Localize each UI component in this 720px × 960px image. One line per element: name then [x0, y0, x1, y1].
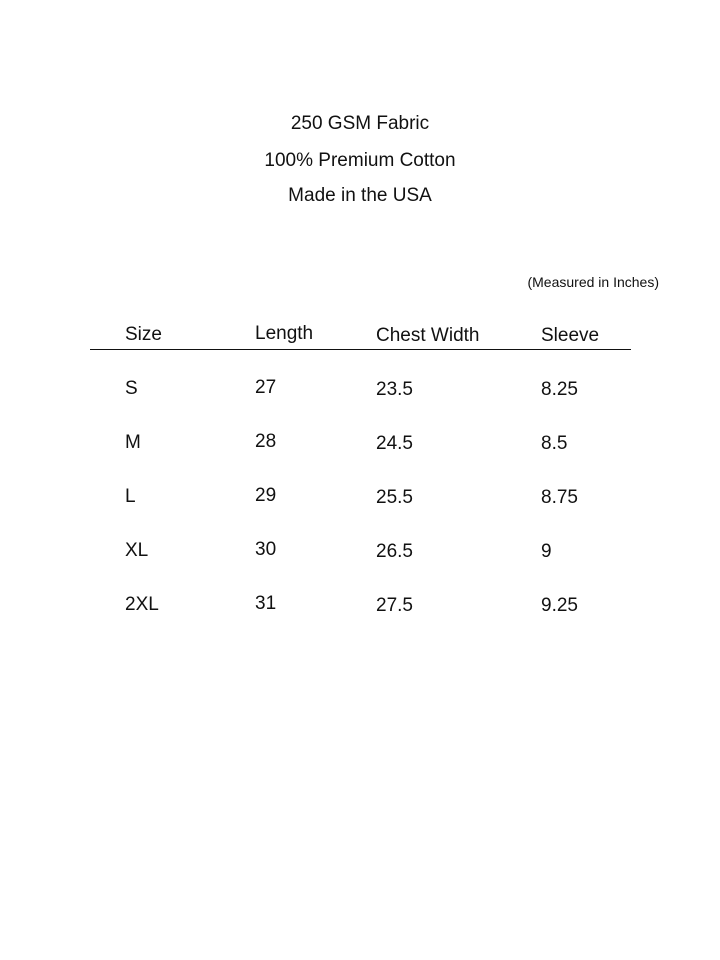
material-text: 100% Premium Cotton — [264, 150, 456, 171]
cell-size: M — [125, 432, 141, 453]
fabric-weight-text: 250 GSM Fabric — [290, 113, 430, 134]
cell-sleeve: 8.25 — [541, 379, 578, 400]
cell-chest-width: 26.5 — [376, 541, 413, 562]
cell-size: XL — [125, 540, 149, 561]
cell-sleeve: 8.75 — [541, 487, 578, 508]
cell-chest-width: 27.5 — [376, 595, 413, 616]
measurement-unit-note: (Measured in Inches) — [527, 274, 659, 290]
cell-sleeve: 9.25 — [541, 595, 578, 616]
header-sleeve: Sleeve — [541, 325, 600, 346]
cell-size: 2XL — [125, 594, 159, 615]
cell-size: L — [125, 486, 136, 507]
cell-length: 27 — [255, 377, 277, 398]
cell-length: 29 — [255, 485, 277, 506]
header-size: Size — [125, 324, 162, 345]
cell-chest-width: 25.5 — [376, 487, 413, 508]
cell-sleeve: 8.5 — [541, 433, 568, 454]
header-divider — [90, 349, 631, 350]
cell-length: 30 — [255, 539, 277, 560]
cell-length: 28 — [255, 431, 277, 452]
header-length: Length — [255, 323, 314, 344]
cell-chest-width: 23.5 — [376, 379, 413, 400]
cell-sleeve: 9 — [541, 541, 552, 562]
origin-text: Made in the USA — [288, 185, 432, 206]
header-chest-width: Chest Width — [376, 325, 480, 346]
cell-chest-width: 24.5 — [376, 433, 413, 454]
cell-length: 31 — [255, 593, 277, 614]
cell-size: S — [125, 378, 138, 399]
